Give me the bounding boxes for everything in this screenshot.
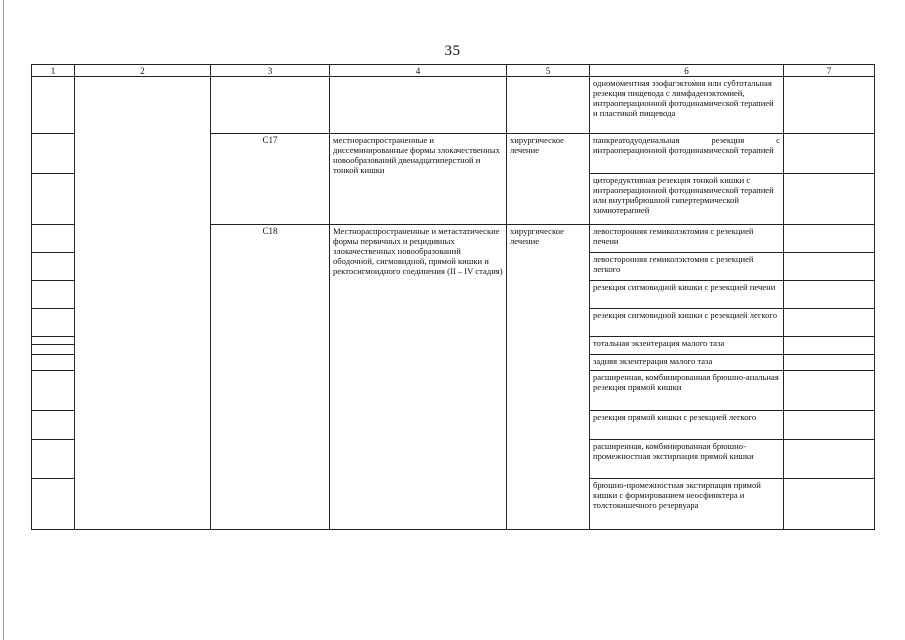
cell-col-7 [784, 77, 875, 134]
header-col-7: 7 [784, 65, 875, 77]
cell-col-1 [32, 134, 75, 174]
cell-col-7 [784, 411, 875, 440]
header-col-4: 4 [330, 65, 507, 77]
cell-treatment: хирургическое лечение [507, 134, 590, 225]
cell-procedure: левосторонняя гемиколэктомия с резекцией легкого [590, 253, 784, 281]
cell-col-1 [32, 253, 75, 281]
header-col-6: 6 [590, 65, 784, 77]
cell-col-7 [784, 253, 875, 281]
cell-code [211, 77, 330, 134]
header-col-2: 2 [75, 65, 211, 77]
cell-procedure: панкреатодуоденальная резекция с интраоперационной фотодинамической терапией [590, 134, 784, 174]
cell-procedure: резекция сигмовидной кишки с резекцией легкого [590, 309, 784, 337]
cell-procedure: резекция сигмовидной кишки с резекцией печени [590, 281, 784, 309]
cell-col-7 [784, 134, 875, 174]
cell-col-7 [784, 281, 875, 309]
cell-col-1 [32, 355, 75, 371]
cell-procedure: задняя экзентерация малого таза [590, 355, 784, 371]
cell-col-7 [784, 479, 875, 530]
cell-col-1 [32, 174, 75, 225]
cell-col-1 [32, 77, 75, 134]
page-edge-line [3, 0, 4, 640]
cell-procedure: левосторонняя гемиколэктомия с резекцией печени [590, 225, 784, 253]
cell-col-7 [784, 355, 875, 371]
cell-col-2 [75, 77, 211, 530]
cell-treatment: хирургическое лечение [507, 225, 590, 530]
header-col-1: 1 [32, 65, 75, 77]
cell-treatment [507, 77, 590, 134]
table-row [32, 77, 875, 134]
cell-procedure: резекция прямой кишки с резекцией легкого [590, 411, 784, 440]
cell-procedure: брюшно-промежностная экстирпация прямой кишки с формированием неосфинктера и толстокишечного резервуара [590, 479, 784, 530]
cell-col-1 [32, 309, 75, 337]
cell-col-1 [32, 281, 75, 309]
cell-procedure: расширенная, комбинированная брюшно-анальная резекция прямой кишки [590, 371, 784, 411]
cell-procedure: циторедуктивная резекция тонкой кишки с интраоперационной фотодинамической терапией или внутрибрюшной гипертермической химиотерапией [590, 174, 784, 225]
cell-col-1 [32, 479, 75, 530]
cell-col-7 [784, 225, 875, 253]
cell-col-7 [784, 309, 875, 337]
cell-col-7 [784, 337, 875, 355]
cell-procedure: расширенная, комбинированная брюшно-промежностная экстирпация прямой кишки [590, 440, 784, 479]
cell-col-7 [784, 440, 875, 479]
header-row [32, 65, 875, 77]
page-number: 35 [444, 43, 461, 59]
cell-procedure: тотальная экзентерация малого таза [590, 337, 784, 355]
cell-procedure: одномоментная эзофагэктомия или субтотальная резекция пищевода с лимфаденэктомией, интраоперационной фотодинамической терапией и пластикой пищевода [590, 77, 784, 134]
cell-col-7 [784, 174, 875, 225]
cell-col-1 [32, 411, 75, 440]
cell-condition: Местнораспространенные и метастатические формы первичных и рецидивных злокачественных новообразований ободочной, сигмовидной, прямой кишки и ректосигмоидного соединения (II – IV стадия) [330, 225, 507, 530]
header-col-3: 3 [211, 65, 330, 77]
cell-col-1 [32, 371, 75, 411]
cell-col-1 [32, 225, 75, 253]
treatment-table [31, 64, 875, 530]
cell-col-1 [32, 337, 75, 345]
cell-col-7 [784, 371, 875, 411]
cell-condition [330, 77, 507, 134]
cell-col-1 [32, 440, 75, 479]
cell-condition: местнораспространенные и диссеминированные формы злокачественных новообразований двенадцатиперстной и тонкой кишки [330, 134, 507, 225]
header-col-5: 5 [507, 65, 590, 77]
cell-code: C18 [211, 225, 330, 530]
cell-code: C17 [211, 134, 330, 225]
cell-col-1 [32, 345, 75, 355]
